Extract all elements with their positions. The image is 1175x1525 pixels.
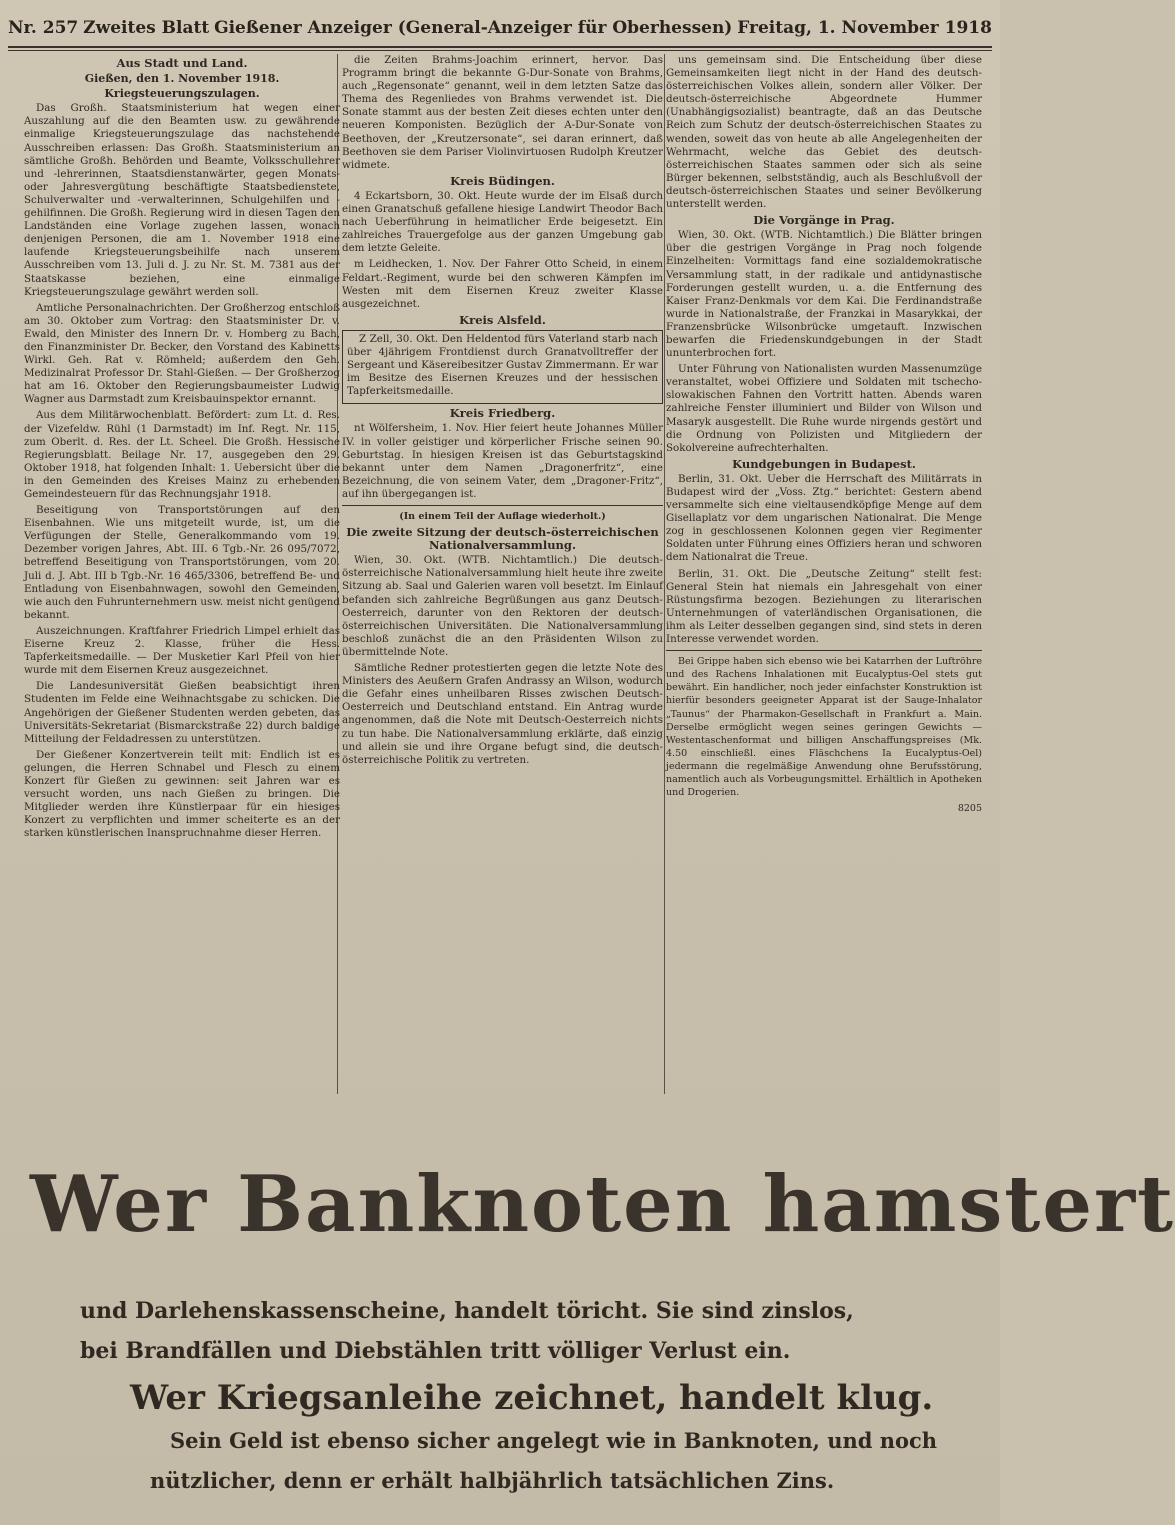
article-paragraph: Auszeichnungen. Kraftfahrer Friedrich Limpel erhielt das Eiserne Kreuz 2. Klasse, früher die Hess. Tapferkeitsmedaille. — Der Musketier Karl Pfeil von hier wurde mit dem Eisernen Kreuz ausgezeichnet.	[24, 624, 340, 677]
article-paragraph: Sämtliche Redner protestierten gegen die letzte Note des Ministers des Aeußern Grafen Andrassy an Wilson, wodurch die Gefahr eines unheilbaren Risses zwischen Deutsch-Oesterreich und Deutschland entstand. Ein Antrag wurde angenommen, daß die Note mit Deutsch-Oesterreich nichts zu tun habe. Die Nationalversammlung erklärte, daß einzig und allein sie und ihre Organe befugt sind, die deutsch-österreichische Politik zu vertreten.	[342, 662, 663, 766]
boxed-notice	[342, 330, 663, 404]
section-heading: Kreis Büdingen.	[450, 173, 555, 188]
issue-date: Freitag, 1. November 1918	[737, 18, 992, 38]
section-heading: Kundgebungen in Budapest.	[732, 456, 916, 471]
ad-headline: Wer Banknoten hamstert	[30, 1159, 1175, 1250]
article-paragraph: nt Wölfersheim, 1. Nov. Hier feiert heute Johannes Müller IV. in voller geistiger und körperlicher Frische seinen 90. Geburtstag. In hiesigen Kreisen ist das Geburtstagskind bekannt unter dem Namen „Dragonerfritz“, eine Bezeichnung, die von seinem Vater, dem „Dragoner-Fritz“, auf ihn übergegangen ist.	[342, 422, 663, 500]
article-paragraph: Berlin, 31. Okt. Die „Deutsche Zeitung“ stellt fest: General Stein hat niemals ein Jahresgehalt von einer Rüstungsfirma bezogen. Beziehungen zu literarischen Unternehmungen of vaterländischen Organisationen, die ihm als Leiter desselben gegangen sind, sind stets in deren Interesse verwendet worden.	[666, 567, 982, 646]
article-paragraph: Unter Führung von Nationalisten wurden Massenumzüge veranstaltet, wobei Offiziere und Soldaten mit tschecho-slowakischen Fahnen den Vortritt hatten. Abends waren zahlreiche Fenster illuminiert und Bilder von Wilson und Masaryk ausgestellt. Die Ruhe wurde nirgends gestört und die Ordnung von Polizisten und Mitgliedern der Sokolvereine aufrechterhalten.	[666, 363, 982, 454]
newspaper-title: Gießener Anzeiger (General-Anzeiger für Oberhessen)	[214, 18, 733, 38]
section-heading: Kreis Friedberg.	[449, 406, 556, 421]
issue-number: Nr. 257	[8, 18, 79, 38]
masthead-rule-thin	[8, 50, 992, 51]
article-heading: Die zweite Sitzung der deutsch-österreichischen Nationalversammlung.	[346, 525, 659, 553]
ad-number: 8205	[957, 803, 982, 815]
dateline: Gießen, den 1. November 1918.	[84, 72, 280, 86]
article-paragraph: Wien, 30. Okt. (WTB. Nichtamtlich.) Die deutsch-österreichische Nationalversammlung hielt heute ihre zweite Sitzung ab. Saal und Galerien waren voll besetzt. Im Einlauf befanden sich zahlreiche Begrüßungen aus ganz Deutsch-Oesterreich, darunter von den Rektoren der deutsch-österreichischen Universitäten. Die Nationalversammlung beschloß zunächst die an den Präsidenten Wilson zu übermittelnde Note.	[342, 554, 663, 658]
article-paragraph: uns gemeinsam sind. Die Entscheidung über diese Gemeinsamkeiten liegt nicht in der Hand des deutsch-österreichischen Volkes allein, sondern aller Völker. Der deutsch-österreichische Abgeordnete Hummer (Unabhängigsozialist) beantragte, daß an das Deutsche Reich zum Schutz der deutsch-österreichischen Staates zu wenden, soweit das von heute ab alle Angelegenheiten der Wehrmacht, welche das Gebiet des deutsch-österreichischen Staates sammen oder sich als seine Bürger bekennen, selbstständig, auch als Beschlußvoll der deutsch-österreichischen Staates und seiner Bevölkerung unterstellt werden.	[666, 54, 982, 211]
separator	[666, 650, 982, 651]
article-paragraph: Amtliche Personalnachrichten. Der Großherzog entschloß am 30. Oktober zum Vortrag: den Staatsminister Dr. v. Ewald, den Minister des Innern Dr. v. Homberg zu Bach, den Finanzminister Dr. Becker, den Vorstand des Kabinetts Wirkl. Geh. Rat v. Römheld; außerdem den Geh. Medizinalrat Professor Dr. Stahl-Gießen. — Der Großherzog hat am 16. Oktober den Regierungsbaumeister Ludwig Wagner aus Darmstadt zum Kreisbauinspektor ernannt.	[24, 301, 340, 406]
article-paragraph: Z Zell, 30. Okt. Den Heldentod fürs Vaterland starb nach über 4jährigem Frontdienst durch Granatvolltreffer der Sergeant und Käsereibesitzer Gustav Zimmermann. Er war im Besitze des Eisernen Kreuzes und der hessischen Tapferkeitsmedaille.	[347, 332, 658, 398]
advertisement-text: Bei Grippe haben sich ebenso wie bei Katarrhen der Luftröhre und des Rachens Inhalationen mit Eucalyptus-Oel stets gut bewährt. Ein handlicher, noch jeder einfachster Konstruktion ist hierfür besonders geeigneter Apparat ist der Sauge-Inhalator „Taunus“ der Pharmakon-Gesellschaft in Frankfurt a. Main. Derselbe ermöglicht wegen seines geringen Gewichts — Westentaschenformat und billigen Anschaffungspreises (Mk. 4.50 einschließl. eines Fläschchens Ia Eucalyptus-Oel) jedermann die regelmäßige Anwendung ohne Berufsstörung, namentlich auch als Vorbeugungsmittel. Erhältlich in Apotheken und Drogerien.	[666, 656, 982, 799]
edition-note: (In einem Teil der Auflage wiederholt.)	[399, 511, 606, 522]
banknote-advertisement	[20, 1120, 1175, 1510]
section-heading: Die Vorgänge in Prag.	[753, 213, 895, 228]
ad-line: Sein Geld ist ebenso sicher angelegt wie in Banknoten, und noch	[170, 1428, 938, 1453]
sheet-label: Zweites Blatt	[83, 18, 210, 38]
article-paragraph: Aus dem Militärwochenblatt. Befördert: zum Lt. d. Res. der Vizefeldw. Rühl (1 Darmstadt) im Inf. Regt. Nr. 115, zum Oberlt. d. Res. der Lt. Scheel. Die Großh. Hessische Regierungsblatt. Beilage Nr. 17, ausgegeben den 29. Oktober 1918, hat folgenden Inhalt: 1. Uebersicht über die in den Gemeinden des Kreises Mainz zu erhebenden Gemeindesteuern für das Rechnungsjahr 1918.	[24, 409, 340, 500]
article-paragraph: Berlin, 31. Okt. Ueber die Herrschaft des Militärrats in Budapest wird der „Voss. Ztg.“ berichtet: Gestern abend versammelte sich eine vieltausendköpfige Menge auf dem Gisellaplatz vor dem ungarischen Nationalrat. Die Menge zog in geschlossenen Kolonnen gegen vier Regimenter Soldaten unter Führung eines Offiziers heran und schworen dem Nationalrat die Treue.	[666, 472, 982, 564]
article-paragraph: Der Gießener Konzertverein teilt mit: Endlich ist es gelungen, die Herren Schnabel und Flesch zu einem Konzert für Gießen zu gewinnen: seit Jahren war es versucht worden, uns nach Gießen zu bringen. Die Mitglieder werden ihre Künstlerpaar für ein hiesiges Konzert zu verpflichten und immer scheiterte es an der starken künstlerischen Inanspruchnahme dieser Herren.	[24, 748, 340, 840]
ad-subheadline: Wer Kriegsanleihe zeichnet, handelt klug.	[130, 1378, 934, 1418]
masthead	[8, 14, 992, 42]
column-left	[24, 54, 340, 1094]
article-heading: Kriegsteuerungszulagen.	[104, 87, 260, 101]
article-paragraph: m Leidhecken, 1. Nov. Der Fahrer Otto Scheid, in einem Feldart.-Regiment, wurde bei den schweren Kämpfen im Westen mit dem Eisernen Kreuz zweiter Klasse ausgezeichnet.	[342, 258, 663, 310]
section-heading: Aus Stadt und Land.	[116, 56, 248, 70]
masthead-rule	[8, 46, 992, 48]
article-paragraph: die Zeiten Brahms-Joachim erinnert, hervor. Das Programm bringt die bekannte G-Dur-Sonate von Brahms, auch „Regensonate“ genannt, weil in dem letzten Satze das Thema des Regenliedes von Brahms verwendet ist. Die Sonate stammt aus der besten Zeit dieses echten unter den neueren Komponisten. Bezüglich der A-Dur-Sonate von Beethoven, der „Kreutzersonate“, sei daran erinnert, daß Beethoven sie dem Pariser Violinvirtuosen Rudolph Kreutzer widmete.	[342, 54, 663, 171]
article-paragraph: Das Großh. Staatsministerium hat wegen einer Auszahlung auf die den Beamten usw. zu gewährende einmalige Kriegsteuerungszulage das nachstehende Ausschreiben erlassen: Das Großh. Staatsministerium an sämtliche Großh. Behörden und Beamte, Volksschullehrer und -lehrerinnen, Staatsdienstanwärter, gegen Monats- oder Jahresvergütung beschäftigte Staatsbedienstete, Schulverwalter und -verwalterinnen, Schulgehilfen und -gehilfinnen. Die Großh. Regierung wird in diesen Tagen den Landständen eine Vorlage zugehen lassen, wonach denjenigen Personen, die am 1. November 1918 eine laufende Kriegsteuerungsbeihilfe nach unserem Ausschreiben vom 13. Juli d. J. zu Nr. St. M. 7381 aus der Staatskasse beziehen, eine einmalige Kriegsteuerungszulage gewährt werden soll.	[24, 102, 340, 298]
article-paragraph: Wien, 30. Okt. (WTB. Nichtamtlich.) Die Blätter bringen über die gestrigen Vorgänge in Prag noch folgende Einzelheiten: Vormittags fand eine sozialdemokratische Versammlung statt, in der radikale und antidynastische Forderungen gestellt wurden, u. a. die Entfernung des Kaiser Franz-Denkmals vor dem Kai. Die Ferdinandstraße wurde in Nationalstraße, der Franzkai in Masarykkai, der Franzensbrücke Wilsonbrücke umgetauft. Inzwischen bewarfen die Friedenskundgebungen in der Stadt ununterbrochen fort.	[666, 229, 982, 360]
section-heading: Kreis Alsfeld.	[459, 312, 546, 327]
article-paragraph: Die Landesuniversität Gießen beabsichtigt ihren Studenten im Felde eine Weihnachtsgabe zu schicken. Die Angehörigen der Gießener Studenten werden gebeten, das Universitäts-Sekretariat (Bismarckstraße 22) durch baldige Mitteilung der Feldadressen zu unterstützen.	[24, 680, 340, 745]
column-divider	[664, 54, 665, 1094]
article-paragraph: Beseitigung von Transportstörungen auf den Eisenbahnen. Wie uns mitgeteilt wurde, ist, um die Verfügungen der Stelle, Generalkommando vom 19. Dezember vorigen Jahres, Abt. III. 6 Tgb.-Nr. 26 095/7072, betreffend Beseitigung von Transportstörungen, vom 20. Juli d. J. Abt. III b Tgb.-Nr. 16 465/3306, betreffend Be- und Entladung von Eisenbahnwagen, sowohl den Gemeinden, wie auch den Fuhrunternehmern usw. meist nicht genügend bekannt.	[24, 504, 340, 621]
separator	[342, 505, 663, 506]
column-middle	[342, 54, 663, 1094]
ad-line: und Darlehenskassenscheine, handelt töricht. Sie sind zinslos,	[80, 1298, 854, 1324]
ad-line: bei Brandfällen und Diebstählen tritt völliger Verlust ein.	[80, 1338, 791, 1364]
article-paragraph: 4 Eckartsborn, 30. Okt. Heute wurde der im Elsaß durch einen Granatschuß gefallene hiesige Landwirt Theodor Bach nach Ueberführung in heimatlicher Erde beigesetzt. Ein zahlreiches Trauergefolge aus der ganzen Umgebung gab dem letzte Geleite.	[342, 189, 663, 255]
ad-line: nützlicher, denn er erhält halbjährlich tatsächlichen Zins.	[150, 1468, 835, 1493]
column-right	[666, 54, 982, 1094]
